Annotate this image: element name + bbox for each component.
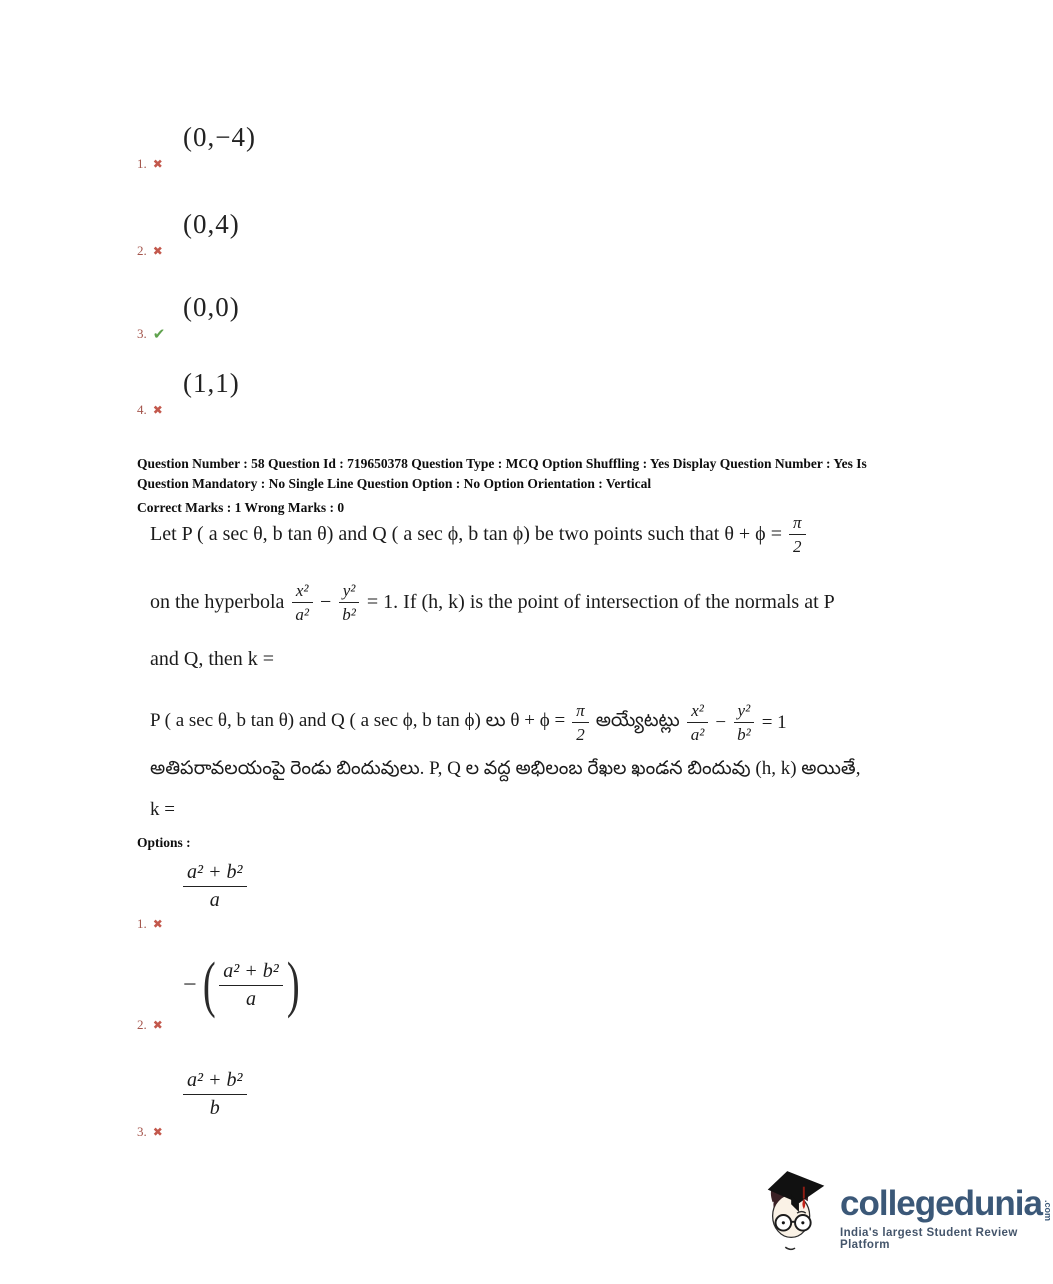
question-text: = 1 bbox=[761, 711, 787, 733]
option-number: 4. bbox=[137, 402, 147, 417]
option-number: 2. bbox=[137, 243, 147, 258]
question-text-telugu-line2 bbox=[150, 758, 860, 784]
question-text: and Q, then k = bbox=[150, 648, 275, 670]
option-value: (0,0) bbox=[183, 292, 240, 322]
option-number: 1. bbox=[137, 916, 147, 931]
option-number: 3. bbox=[137, 1124, 147, 1139]
collegedunia-logo[interactable] bbox=[758, 1168, 1052, 1265]
wrong-mark-icon: ✖ bbox=[152, 157, 163, 171]
fraction-pi-over-2: $\frac{\pi}{2}$ bbox=[572, 700, 589, 746]
option-number: 3. bbox=[137, 326, 147, 341]
wrong-mark-icon: ✖ bbox=[152, 917, 163, 931]
metadata-line: Question Number : 58 Question Id : 719650378 Question Type : MCQ Option Shuffling : Yes Display Question Number : Yes Is bbox=[137, 456, 867, 471]
fraction-pi-over-2: $\frac{\pi}{2}$ bbox=[789, 512, 806, 558]
question-text: k = bbox=[150, 799, 175, 820]
answer-option bbox=[137, 122, 256, 172]
answer-option bbox=[137, 951, 303, 1033]
answer-option bbox=[137, 292, 240, 342]
fraction-y2-over-b2: $\frac{\text{y²}}{\text{b²}}$ bbox=[733, 700, 755, 746]
answer-option bbox=[137, 368, 240, 418]
metadata-marks-line: Correct Marks : 1 Wrong Marks : 0 bbox=[137, 500, 345, 516]
question-text-english-line2 bbox=[150, 580, 835, 626]
fraction-a2b2-over-a: $\frac{\text{a² + b²}}{a}$ bbox=[219, 959, 283, 1012]
question-metadata bbox=[137, 454, 917, 518]
close-paren: ) bbox=[286, 951, 300, 1019]
option-number: 2. bbox=[137, 1016, 147, 1032]
question-text-telugu-line3 bbox=[150, 799, 175, 821]
fraction-x2-over-a2: $\frac{\text{x²}}{\text{a²}}$ bbox=[291, 580, 313, 626]
wrong-mark-icon: ✖ bbox=[152, 1125, 163, 1139]
answer-option bbox=[137, 1068, 247, 1140]
option-value: (1,1) bbox=[183, 368, 240, 398]
question-text: అతిపరావలయంపై రెండు బిందువులు. P, Q ల వద్ద అభిలంబ రేఖల ఖండన బిందువు (h, k) అయితే, bbox=[150, 758, 861, 779]
question-text-english-line1 bbox=[150, 512, 806, 558]
question-text: P ( a sec θ, b tan θ) and Q ( a sec ϕ, b tan ϕ) లు θ + ϕ = bbox=[150, 709, 566, 731]
question-text: Let P ( a sec θ, b tan θ) and Q ( a sec ϕ, b tan ϕ) be two points such that θ + ϕ = bbox=[150, 523, 782, 546]
answer-option bbox=[137, 209, 240, 259]
option-value: (0,4) bbox=[183, 209, 240, 239]
question-text: అయ్యేటట్లు bbox=[595, 709, 680, 731]
option-value: (0,−4) bbox=[183, 122, 256, 152]
fraction-a2b2-over-a: $\frac{\text{a² + b²}}{a}$ bbox=[183, 860, 247, 913]
minus-sign: − bbox=[320, 591, 332, 614]
correct-mark-icon: ✔ bbox=[152, 324, 166, 343]
collegedunia-mascot-icon bbox=[758, 1168, 836, 1265]
open-paren: ( bbox=[202, 951, 216, 1019]
fraction-y2-over-b2: $\frac{\text{y²}}{\text{b²}}$ bbox=[338, 580, 360, 626]
question-text-telugu-line1 bbox=[150, 700, 787, 746]
wrong-mark-icon: ✖ bbox=[152, 403, 163, 417]
wrong-mark-icon: ✖ bbox=[152, 1017, 163, 1032]
answer-option bbox=[137, 860, 247, 932]
question-text-english-line3 bbox=[150, 648, 274, 671]
wrong-mark-icon: ✖ bbox=[152, 244, 163, 258]
fraction-a2b2-over-b: $\frac{\text{a² + b²}}{b}$ bbox=[183, 1068, 247, 1121]
brand-tagline: India's largest Student Review Platform bbox=[840, 1227, 1018, 1251]
question-text: = 1. If (h, k) is the point of intersection of the normals at P bbox=[366, 591, 835, 614]
metadata-line: Question Mandatory : No Single Line Question Option : No Option Orientation : Vertical bbox=[137, 475, 652, 491]
brand-tld: .com bbox=[1042, 1199, 1053, 1221]
fraction-x2-over-a2: $\frac{\text{x²}}{\text{a²}}$ bbox=[687, 700, 709, 746]
minus-sign: − bbox=[183, 972, 197, 999]
logo-text bbox=[840, 1168, 1052, 1251]
options-header: Options : bbox=[137, 835, 191, 850]
brand-name: collegedunia bbox=[840, 1184, 1042, 1223]
minus-sign: − bbox=[715, 711, 727, 733]
question-text: on the hyperbola bbox=[150, 591, 285, 614]
option-number: 1. bbox=[137, 156, 147, 171]
